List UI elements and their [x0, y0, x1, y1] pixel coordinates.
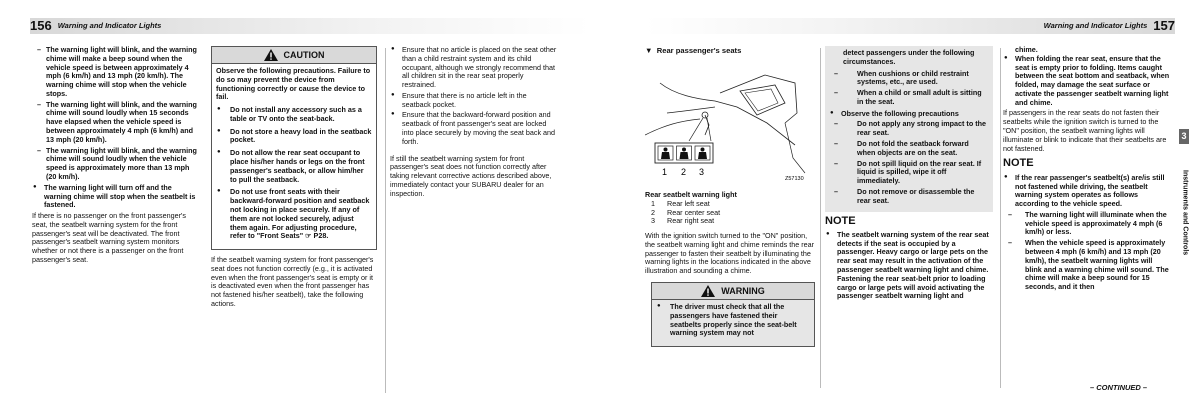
rear-warning-paragraph: With the ignition switch turned to the "ON" position, the seatbelt warning light and chime reminds the rear passenger to fasten their seatbelt by illuminating the warning lights in the locations indicated in the above illustration and sounding a chime.: [645, 231, 814, 276]
rear-fasten-paragraph: If passengers in the rear seats do not fasten their seatbelts while the ignition switch is turned to the "ON" position, the seatbelt warning lights will illuminate or blink to indicate that their seatbelts are not fastened.: [1003, 108, 1167, 153]
circumstance-item: – When a child or small adult is sitting in the seat.: [829, 89, 989, 107]
note-text: ● The seatbelt warning system of the rear seat detects if the seat is occupied by a passenger. Heavy cargo or large pets on the rear seat may result in the activation of the passenger seatbelt warning light and chime. Fastening the rear seat-belt prior to loading cargo or large pets will avoid activating the passenger seatbelt warning light and: [825, 231, 993, 301]
warning-triangle-icon: [264, 49, 278, 61]
caution-item: ● Do not allow the rear seat occupant to place his/her hands or legs on the front passenger's seatback, or allow him/her to pull the seatback.: [216, 149, 372, 184]
column-6: [1003, 46, 1171, 294]
column-2: [211, 46, 377, 313]
observe-precautions: ● Observe the following precautions: [829, 110, 989, 119]
seatbelt-light-icon: [658, 146, 673, 160]
legend-num: 2: [651, 207, 655, 217]
page-number-left: 156: [30, 18, 52, 34]
ensure-item: ● Ensure that no article is placed on the seat other than a child restraint system and its child occupant, although we strongly recommend that all children sit in the rear seat properly restrained.: [390, 46, 557, 90]
column-3: [390, 46, 557, 203]
header-title-left: Warning and Indicator Lights: [57, 21, 162, 31]
note-title-2: NOTE: [1003, 157, 1034, 170]
note-bullet: ● If the rear passenger's seatbelt(s) are/is still not fastened while driving, the seatbelt warning system operates as follows according to the vehicle speed.: [1003, 174, 1171, 209]
circumstance-item: – When cushions or child restraint systems, etc., are used.: [829, 70, 989, 88]
seatbelt-light-icon: [695, 146, 710, 160]
precaution-item: – Do not remove or disassemble the rear seat.: [829, 188, 989, 206]
header-title-right: Warning and Indicator Lights: [1043, 21, 1148, 31]
column-5: [825, 46, 993, 303]
fig-label-3: 3: [699, 167, 705, 177]
rear-seats-heading: ▼ Rear passenger's seats: [645, 46, 742, 55]
caution-after-paragraph: If the seatbelt warning system for front passenger's seat does not function correctly (e.g., it is activated even when the front passenger's seat is empty or it is deactivated even when the front passenger has not fastened his/her seatbelt), take the following actions.: [211, 255, 374, 308]
column-4: [645, 46, 815, 55]
front-passenger-paragraph: If there is no passenger on the front passenger's seat, the seatbelt warning system for the front passenger's seat will be deactivated. The front passenger's seatbelt warning system monitors whether or not there is a passenger on the front passenger's seat.: [32, 211, 187, 264]
legend-num: 3: [651, 216, 655, 226]
warning-continued-box: [825, 46, 993, 212]
seatbelt-light-icon: [677, 146, 692, 160]
chime-continued: chime.: [1015, 45, 1038, 54]
column-divider: [1000, 48, 1001, 388]
caution-intro: Observe the following precautions. Failure to do so may prevent the device from functioning correctly or cause the device to fail.: [216, 66, 371, 102]
warning-title: WARNING: [721, 285, 765, 296]
caution-item: ● Do not use front seats with their backward-forward position and seatback not locking in place securely. If any of them are not locked securely, adjust them again. For adjusting procedure, refer to "Front Seats" ☞ P28.: [216, 188, 372, 241]
warning-body: [652, 300, 814, 346]
ensure-item: ● Ensure that there is no article left in the seatback pocket.: [390, 92, 557, 110]
legend-text: Rear right seat: [667, 216, 715, 226]
folding-bullet: ● When folding the rear seat, ensure that the seat is empty prior to folding. Items caught between the seat bottom and seatback, when folded, may damage the seat surface or activate the passenger seatbelt warning light and chime.: [1003, 55, 1171, 108]
speed-rule-3: – The warning light will blink, and the warning chime will sound loudly when the vehicle speed is approximately more than 13 mph (20 km/h).: [32, 147, 198, 182]
speed-rule-1: – The warning light will blink, and the warning chime will make a beep sound when the vehicle speed is between approximately 4 mph (6 km/h) and 13 mph (20 km/h). The warning chime will stop when the vehicle stops.: [32, 46, 198, 99]
legend-text: Rear left seat: [667, 198, 710, 208]
chapter-tab-number: 3: [1179, 129, 1189, 144]
column-4-lower: [645, 191, 815, 347]
caution-header: [212, 47, 376, 64]
legend-num: 1: [651, 198, 655, 208]
speed-rule-2: – The warning light will blink, and the warning chime will sound loudly when 15 seconds have elapsed when the vehicle speed is between approximately 4 mph (6 km/h) and 13 mph (20 km/h).: [32, 101, 198, 145]
warning-header: [652, 283, 814, 300]
caution-title: CAUTION: [283, 49, 325, 60]
note-title: NOTE: [825, 214, 856, 227]
warning-triangle-icon: [701, 285, 715, 297]
warning-text: ● The driver must check that all the passengers have fastened their seatbelts properly since the seat-belt warning system may not: [656, 303, 810, 338]
page-header-left: [30, 18, 590, 34]
legend-text: Rear center seat: [667, 207, 721, 217]
chapter-tab-label: Instruments and Controls: [1181, 169, 1189, 256]
page-header-right: [645, 18, 1175, 34]
dealer-paragraph: If still the seatbelt warning system for front passenger's seat does not function correctly after taking relevant corrective actions described above, immediately contact your SUBARU dealer for an inspection.: [390, 153, 552, 198]
fig-caption: Rear seatbelt warning light: [645, 190, 737, 199]
column-1: [32, 46, 198, 269]
seatbelt-fastened-bullet: ● The warning light will turn off and the warning chime will stop when the seatbelt is fastened.: [32, 184, 198, 210]
rear-seatbelt-illustration: [645, 63, 810, 185]
page-number-right: 157: [1153, 18, 1175, 34]
caution-item: ● Do not install any accessory such as a table or TV onto the seat-back.: [216, 106, 372, 124]
caution-item: ● Do not store a heavy load in the seatback pocket.: [216, 128, 372, 146]
precaution-item: – Do not apply any strong impact to the rear seat.: [829, 120, 989, 138]
note-speed-rule: – When the vehicle speed is approximately between 4 mph (6 km/h) and 13 mph (20 km/h), the seatbelt warning lights will blink and a warning chime will sound. The chime will make a beep sound for 15 seconds, and it then: [1003, 239, 1171, 292]
fig-label-2: 2: [681, 167, 687, 177]
column-divider: [385, 48, 386, 393]
caution-body: [212, 64, 376, 249]
rear-seats-heading-text: Rear passenger's seats: [656, 46, 742, 55]
column-divider: [820, 48, 821, 388]
caution-box: [211, 46, 377, 250]
note-speed-rule: – The warning light will illuminate when the vehicle speed is approximately 4 mph (6 km/h) or less.: [1003, 211, 1171, 237]
warning-continued-text: detect passengers under the following circumstances.: [843, 48, 975, 66]
fig-code: Z57130: [785, 176, 804, 182]
precaution-item: – Do not spill liquid on the rear seat. If liquid is spilled, wipe it off immediately.: [829, 160, 989, 186]
legend-row: [645, 217, 815, 226]
precaution-item: – Do not fold the seatback forward when objects are on the seat.: [829, 140, 989, 158]
ensure-item: ● Ensure that the backward-forward position and seatback of front passenger's seat are locked into place securely by moving the seat back and forth.: [390, 111, 557, 146]
fig-label-1: 1: [662, 167, 668, 177]
warning-box: [651, 282, 815, 347]
continued-label: – CONTINUED –: [1090, 383, 1148, 392]
